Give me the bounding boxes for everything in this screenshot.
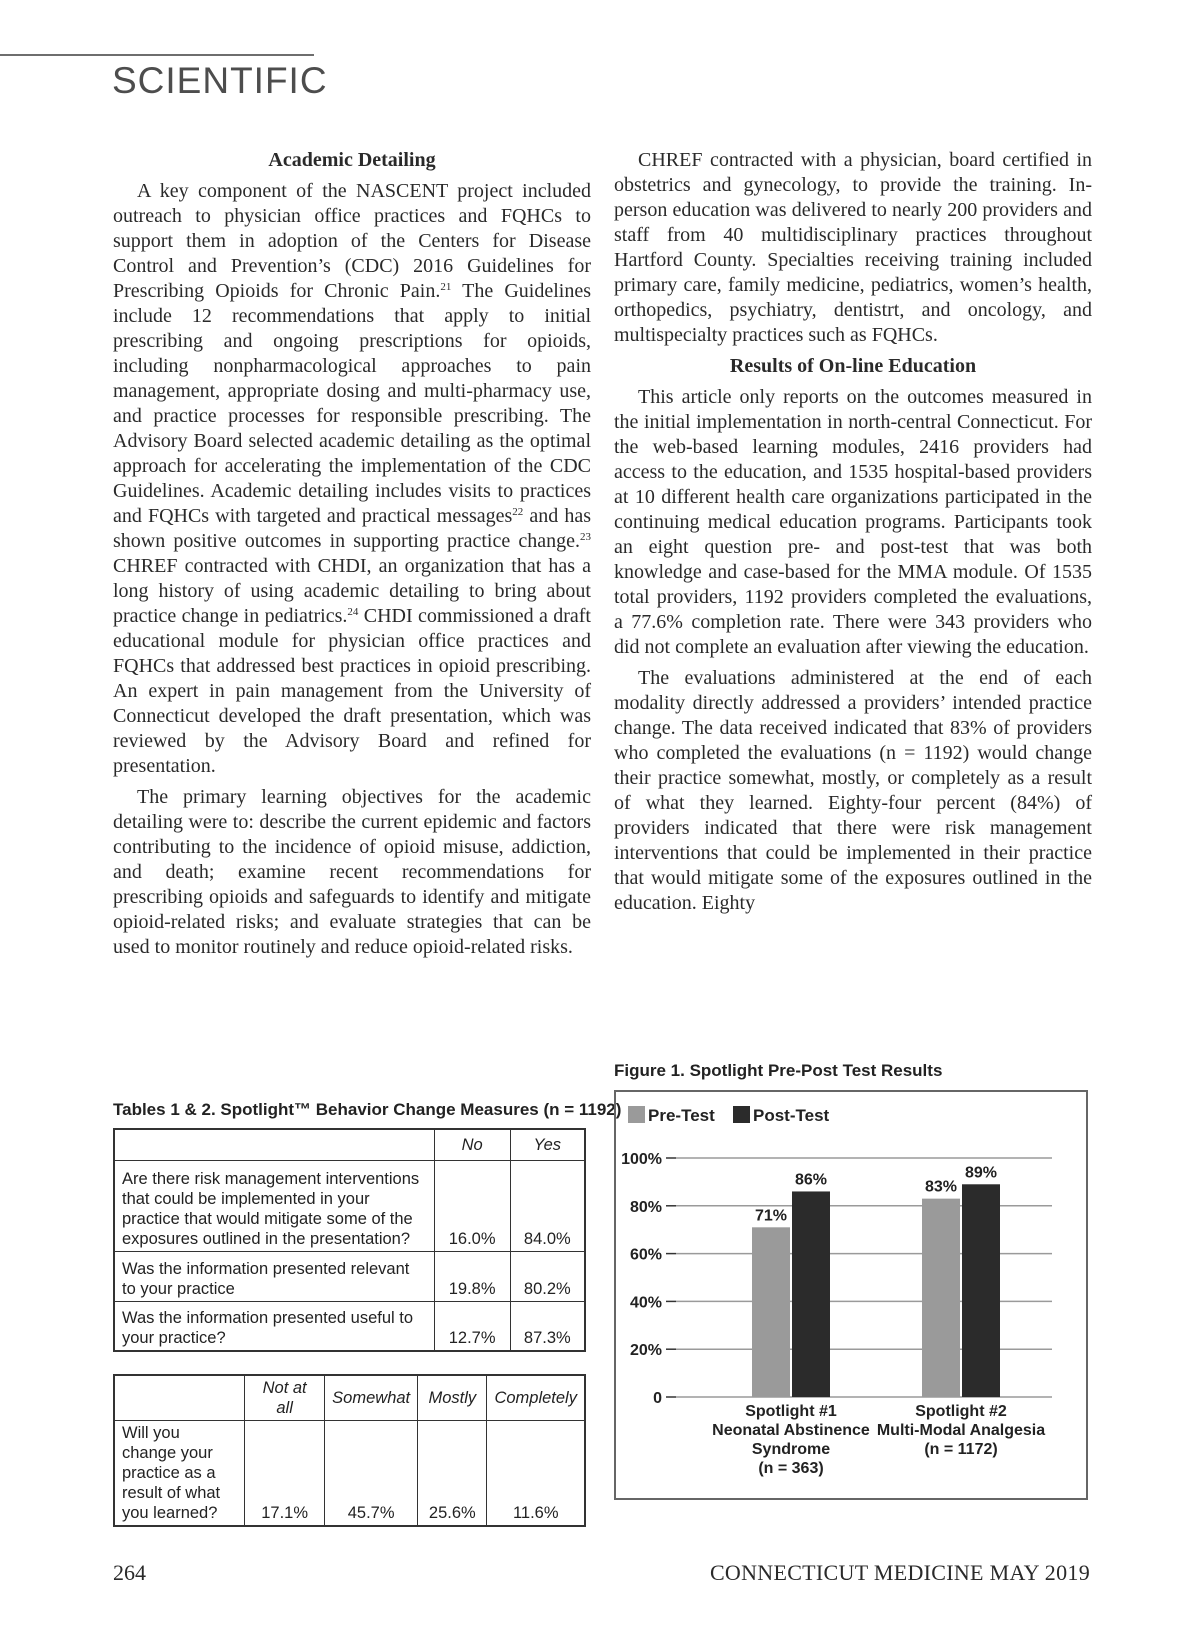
y-tick-label-0: 0 <box>653 1390 662 1407</box>
page-number: 264 <box>113 1560 146 1585</box>
table-row <box>114 1160 585 1251</box>
column-header-mostly: Mostly <box>418 1375 487 1421</box>
no-value: 16.0% <box>434 1160 510 1251</box>
journal-footer: CONNECTICUT MEDICINE MAY 2019 <box>709 1560 1090 1585</box>
category-label-1-2: (n = 1172) <box>924 1441 998 1458</box>
column-header-not-at-all: Not at all <box>245 1375 325 1421</box>
paragraph-results-1: This article only reports on the outcomes measured in the initial implementation in north-central Connecticut. For the web-based learning modules, 2416 providers had access to the education, and 1535 hospital-based providers at 10 different health care organizations participated in the continuing medical education programs. Participants took an eight question pre- and post-test that was both knowledge and case-based for the MMA module. Of 1535 total providers, 1192 providers completed the evaluations, a 77.6% completion rate. There were 343 providers who did not complete an evaluation after viewing the education. <box>614 386 1092 658</box>
no-value: 19.8% <box>434 1251 510 1301</box>
table-header-row <box>114 1375 585 1421</box>
question-cell: Are there risk management interventions that could be implemented in your practice that would mitigate some of the exposures outlined in the presentation? <box>114 1160 434 1251</box>
column-header-completely: Completely <box>487 1375 585 1421</box>
somewhat-value: 45.7% <box>325 1421 418 1527</box>
data-label-1-1: 89% <box>964 1164 998 1182</box>
bar-pre-test-0 <box>752 1227 790 1397</box>
behavior-change-table-1 <box>113 1128 586 1352</box>
not-at-all-value: 17.1% <box>245 1421 325 1527</box>
bar-post-test-0 <box>792 1191 830 1397</box>
data-label-0-1: 83% <box>924 1178 958 1196</box>
column-header-yes: Yes <box>510 1129 585 1160</box>
legend-swatch-0 <box>628 1106 645 1123</box>
table-row <box>114 1301 585 1351</box>
question-cell: Was the information presented useful to your practice? <box>114 1301 434 1351</box>
category-label-0-1: Neonatal Abstinence <box>712 1422 870 1439</box>
figure-chart-box <box>614 1090 1088 1500</box>
legend-swatch-1 <box>733 1106 750 1123</box>
y-tick-label-5: 100% <box>621 1151 662 1168</box>
category-label-1-1: Multi-Modal Analgesia <box>876 1422 1046 1439</box>
y-tick-label-4: 80% <box>629 1198 662 1216</box>
mostly-value: 25.6% <box>418 1421 487 1527</box>
figure-title: Figure 1. Spotlight Pre-Post Test Results <box>614 1061 943 1080</box>
bar-post-test-1 <box>962 1184 1000 1397</box>
paragraph-academic-detailing-1: A key component of the NASCENT project included outreach to physician office practices and FQHCs to support them in adoption of the Centers for Disease Control and Prevention’s (CDC) 2016 Guidelines for Prescribing Opioids for Chronic Pain.$^{21}$ The Guidelines include 12 recommendations that apply to initial prescribing and ongoing prescriptions for opioids, including nonpharmacological approaches to pain management, appropriate dosing and multi-pharmacy use, and practice processes for responsible prescribing. The Advisory Board selected academic detailing as the optimal approach for accelerating the implementation of the CDC Guidelines. Academic detailing includes visits to practices and FQHCs with targeted and practical messages$^{22}$ and has shown positive outcomes in supporting practice change.$^{23}$ CHREF contracted with CHDI, an organization that has a long history of using academic detailing to bring about practice change in pediatrics.$^{24}$ CHDI commissioned a draft educational module for physician office practices and FQHCs that addressed best practices in opioid prescribing. An expert in pain management from the University of Connecticut developed the draft presentation, which was reviewed by the Advisory Board and refined for presentation. <box>113 180 591 777</box>
heading-results-online: Results of On-line Education <box>729 355 977 377</box>
paragraph-chref-contract: CHREF contracted with a physician, board certified in obstetrics and gynecology, to provide the training. In-person education was delivered to nearly 200 providers and staff from 40 multidisciplinary practices throughout Hartford County. Specialties receiving training included primary care, family medicine, pediatrics, women’s health, orthopedics, psychiatry, dentistrt, and oncology, and multispecialty practices such as FQHCs. <box>614 149 1092 346</box>
bar-chart <box>616 1092 1086 1498</box>
y-tick-label-2: 40% <box>629 1294 662 1312</box>
legend-label-1: Post-Test <box>753 1106 830 1125</box>
paragraph-results-2: The evaluations administered at the end of each modality directly addressed a providers’ intended practice change. The data received indicated that 83% of providers who completed the evaluations (n = 1192) would change their practice somewhat, mostly, or completely as a result of what they learned. Eighty-four percent (84%) of providers indicated that there were risk management interventions that could be implemented in their practice that would mitigate some of the exposures outlined in the education. Eighty <box>614 667 1092 914</box>
no-value: 12.7% <box>434 1301 510 1351</box>
legend-label-0: Pre-Test <box>648 1106 715 1125</box>
completely-value: 11.6% <box>487 1421 585 1527</box>
tables-title: Tables 1 & 2. Spotlight™ Behavior Change Measures (n = 1192) <box>113 1100 622 1119</box>
data-label-0-0: 71% <box>754 1207 788 1225</box>
table-row <box>114 1251 585 1301</box>
yes-value: 87.3% <box>510 1301 585 1351</box>
section-label: SCIENTIFIC <box>112 60 328 101</box>
data-label-1-0: 86% <box>794 1171 828 1189</box>
y-tick-label-1: 20% <box>629 1342 662 1360</box>
right-column <box>614 148 1092 922</box>
category-label-0-0: Spotlight #1 <box>745 1403 837 1420</box>
behavior-change-table-2 <box>113 1374 586 1527</box>
left-column <box>113 148 591 966</box>
question-cell: Will you change your practice as a result of what you learned? <box>114 1421 245 1527</box>
category-label-0-3: (n = 363) <box>758 1460 824 1477</box>
table-header-row <box>114 1129 585 1160</box>
header-rule <box>0 54 314 56</box>
bar-pre-test-1 <box>922 1199 960 1397</box>
column-header-no: No <box>434 1129 510 1160</box>
paragraph-learning-objectives: The primary learning objectives for the academic detailing were to: describe the current epidemic and factors contributing to the incidence of opioid misuse, addiction, and death; examine recent recommendations for prescribing opioids and safeguards to identify and mitigate opioid-related risks; and evaluate strategies that can be used to monitor routinely and reduce opioid-related risks. <box>113 786 591 958</box>
y-tick-label-3: 60% <box>629 1246 662 1264</box>
question-cell: Was the information presented relevant to your practice <box>114 1251 434 1301</box>
column-header-somewhat: Somewhat <box>325 1375 418 1421</box>
table-row <box>114 1421 585 1527</box>
category-label-0-2: Syndrome <box>751 1441 831 1458</box>
yes-value: 80.2% <box>510 1251 585 1301</box>
heading-academic-detailing: Academic Detailing <box>268 149 436 171</box>
yes-value: 84.0% <box>510 1160 585 1251</box>
category-label-1-0: Spotlight #2 <box>915 1403 1007 1420</box>
